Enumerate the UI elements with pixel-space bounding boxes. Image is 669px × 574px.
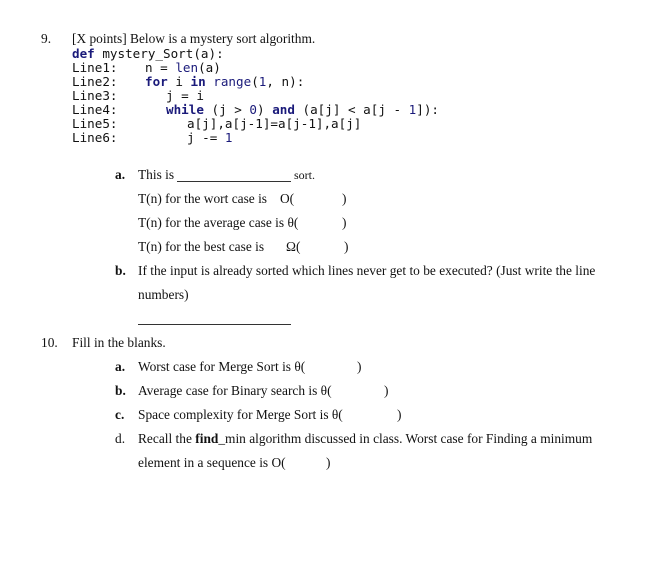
q10-item-d-text-line2: element in a sequence is O( [138, 455, 286, 470]
q10-item-a-close: ) [357, 359, 362, 374]
q10-item-d-text-line1 [138, 431, 592, 447]
code-line-label-5: Line5: [72, 116, 118, 131]
q10-item-b-letter: b. [115, 383, 126, 398]
q9-best-case-symbol: Ω( [286, 239, 301, 254]
question-9-header: [X points] Below is a mystery sort algorithm. [72, 31, 316, 46]
q10-item-d-letter: d. [115, 431, 126, 446]
q10-item-a-letter: a. [115, 359, 126, 374]
q9-worst-case-label: T(n) for the wort case is [138, 191, 268, 206]
q9-this-is-label: This is [138, 167, 175, 182]
sort-name-blank[interactable] [177, 181, 291, 182]
q9-part-b-letter: b. [115, 263, 126, 278]
code-line-6: j -= 1 [187, 130, 233, 145]
code-line-label-3: Line3: [72, 88, 118, 103]
code-line-label-1: Line1: [72, 60, 118, 75]
q10-item-d-pre: Recall the [138, 431, 196, 446]
q9-average-case-close: ) [342, 215, 347, 230]
code-line-5: a[j],a[j-1]=a[j-1],a[j] [187, 116, 362, 131]
lines-answer-blank[interactable] [138, 324, 291, 325]
question-9-number: 9. [41, 31, 52, 46]
q9-part-a-letter: a. [115, 167, 126, 182]
code-line-1: n = len(a) [145, 60, 221, 75]
q10-item-a-text: Worst case for Merge Sort is θ( [138, 359, 306, 374]
code-line-4: while (j > 0) and (a[j] < a[j - 1]): [166, 102, 440, 117]
q9-average-case-label: T(n) for the average case is θ( [138, 215, 299, 230]
q9-worst-case-symbol: O( [280, 191, 295, 206]
q10-item-b-close: ) [384, 383, 389, 398]
code-line-2: for i in range(1, n): [145, 74, 305, 89]
code-def-keyword: def [72, 46, 95, 61]
q9-sort-label: sort. [294, 168, 315, 182]
q10-item-c-letter: c. [115, 407, 125, 422]
q9-part-b-text-line2: numbers) [138, 287, 189, 302]
q9-part-b-text-line1: If the input is already sorted which lines never get to be executed? (Just write the line [138, 263, 596, 278]
code-line-3: j = i [166, 88, 204, 103]
q10-item-d-close: ) [326, 455, 331, 470]
q9-best-case-label: T(n) for the best case is [138, 239, 265, 254]
code-def-signature: mystery_Sort(a): [94, 46, 224, 61]
code-line-label-4: Line4: [72, 102, 118, 117]
question-10-header: Fill in the blanks. [72, 335, 166, 350]
code-line-label-2: Line2: [72, 74, 118, 89]
code-line-label-6: Line6: [72, 130, 118, 145]
q10-item-c-close: ) [397, 407, 402, 422]
q10-item-c-text: Space complexity for Merge Sort is θ( [138, 407, 343, 422]
q10-item-b-text: Average case for Binary search is θ( [138, 383, 332, 398]
q10-item-d-post: _min algorithm discussed in class. Worst case for Finding a minimum [218, 431, 593, 446]
q9-best-case-close: ) [344, 239, 349, 254]
code-def-line [72, 46, 224, 61]
q10-item-d-bold: find [195, 431, 219, 446]
q9-worst-case-close: ) [342, 191, 347, 206]
question-10-number: 10. [41, 335, 58, 350]
